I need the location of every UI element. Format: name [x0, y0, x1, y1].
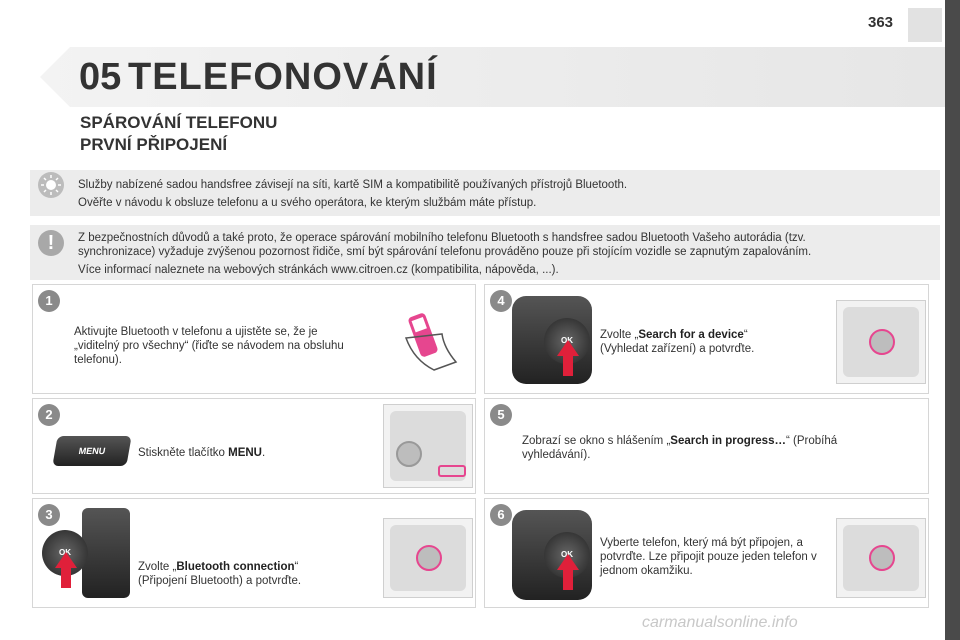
- ok-knob-graphic: OK: [42, 530, 88, 576]
- radio-panel-thumbnail: [836, 300, 926, 384]
- section-title-line2: PRVNÍ PŘIPOJENÍ: [80, 135, 228, 154]
- menu-button-graphic: MENU: [52, 436, 131, 466]
- press-arrow-icon: [557, 554, 579, 570]
- ok-knob-graphic: OK: [544, 532, 590, 578]
- corner-tab: [908, 8, 942, 42]
- radio-buttons-graphic: [82, 508, 130, 598]
- step-text: Zvolte „Bluetooth connection“ (Připojení Bluetooth) a potvrďte.: [138, 561, 302, 587]
- press-arrow-stem: [61, 568, 71, 588]
- press-arrow-icon: [55, 552, 77, 568]
- step-number: 1: [38, 290, 60, 312]
- step-number: 2: [38, 404, 60, 426]
- page-edge-bar: [945, 0, 960, 640]
- step-text: Aktivujte Bluetooth v telefonu a ujistěte se, že je „viditelný pro všechny“ (řiďte se návodem na obsluhu telefonu).: [74, 326, 344, 366]
- radio-panel-thumbnail: [383, 518, 473, 598]
- phone-hand-illustration: [384, 290, 472, 390]
- step-number: 3: [38, 504, 60, 526]
- press-arrow-stem: [563, 570, 573, 590]
- info-note-line: Ověřte v návodu k obsluze telefonu a u svého operátora, ke kterým službám máte přístup.: [78, 197, 537, 209]
- lightbulb-icon: [38, 172, 64, 198]
- step-number: 5: [490, 404, 512, 426]
- watermark: carmanualsonline.info: [642, 614, 798, 631]
- radio-panel-thumbnail: [836, 518, 926, 598]
- warning-note-line: synchronizace) vyžaduje zvýšenou pozornost řidiče, smí být spárování telefonu prováděno pouze při stojícím vozidle se zapnutým zapalováním.: [78, 246, 812, 258]
- section-title-line1: SPÁROVÁNÍ TELEFONU: [80, 113, 278, 132]
- step-text: Vyberte telefon, který má být připojen, a potvrďte. Lze připojit pouze jeden telefon v jednom okamžiku.: [600, 537, 817, 577]
- step-text: Stiskněte tlačítko MENU.: [138, 447, 266, 459]
- chapter-number: 05: [79, 56, 122, 98]
- ok-knob-graphic: OK: [544, 318, 590, 364]
- step-number: 6: [490, 504, 512, 526]
- warning-note-line: Více informací naleznete na webových stránkách www.citroen.cz (kompatibilita, nápověda, ...).: [78, 264, 559, 276]
- chapter-title: TELEFONOVÁNÍ: [128, 56, 438, 98]
- press-arrow-icon: [557, 340, 579, 356]
- radio-panel-thumbnail: [383, 404, 473, 488]
- step-text: Zobrazí se okno s hlášením „Search in progress…“ (Probíhá vyhledávání).: [522, 435, 838, 461]
- warning-icon: !: [38, 230, 64, 256]
- step-text: Zvolte „Search for a device“ (Vyhledat zařízení) a potvrďte.: [600, 329, 755, 355]
- step-number: 4: [490, 290, 512, 312]
- warning-note-line: Z bezpečnostních důvodů a také proto, že operace spárování mobilního telefonu Bluetooth s handsfree sadou Bluetooth Vašeho autorádia (tzv.: [78, 232, 806, 244]
- press-arrow-stem: [563, 356, 573, 376]
- page-number: 363: [868, 14, 894, 31]
- info-note-line: Služby nabízené sadou handsfree závisejí na síti, kartě SIM a kompatibilitě používaných přístrojů Bluetooth.: [78, 179, 628, 191]
